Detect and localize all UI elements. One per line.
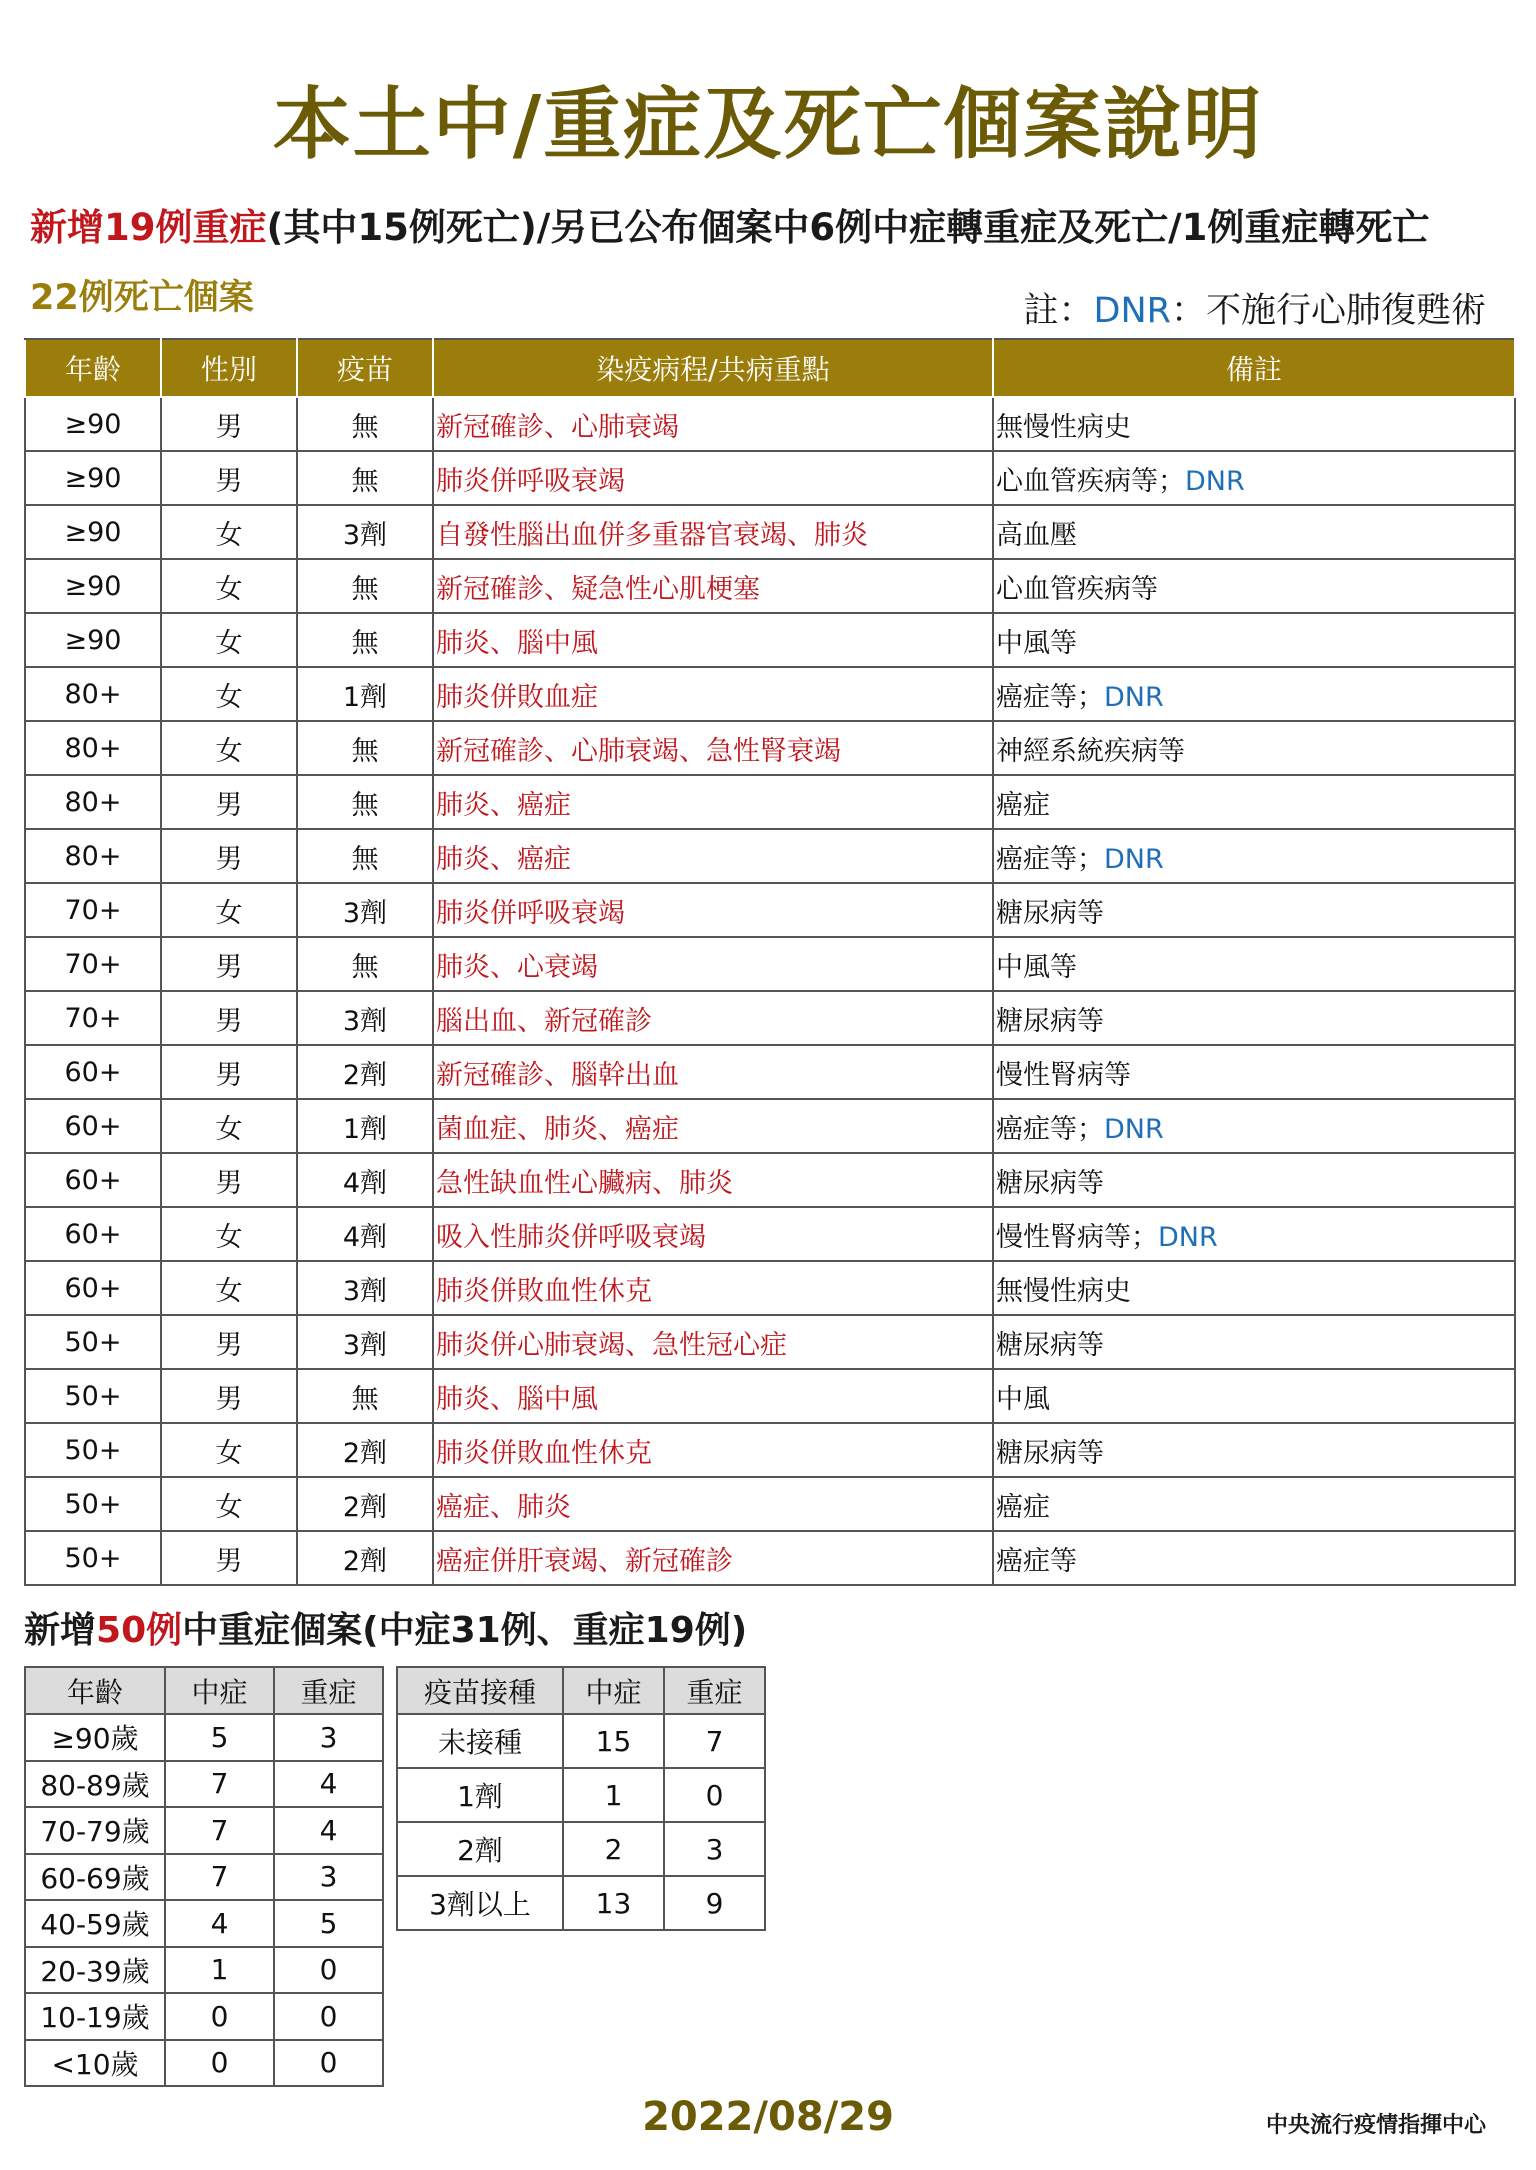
- cell-remark: [993, 1153, 1515, 1207]
- cell-vaccine: 無: [297, 1369, 433, 1423]
- cell-age: ≥90: [25, 451, 161, 505]
- table-row: [25, 883, 1515, 937]
- cell-remark: [993, 937, 1515, 991]
- table-row: [397, 1714, 765, 1768]
- table-row: [25, 1099, 1515, 1153]
- remark-text: 糖尿病等: [996, 1167, 1104, 1199]
- subtitle-detail: (其中15例死亡)/另已公布個案中6例中症轉重症及死亡/1例重症轉死亡: [266, 206, 1430, 249]
- header-sex: 性別: [161, 339, 297, 397]
- cell-vaccine: 無: [297, 775, 433, 829]
- header-course: 染疫病程/共病重點: [433, 339, 993, 397]
- header-remark: 備註: [993, 339, 1515, 397]
- cell-age-group: 40-59歲: [25, 1900, 165, 1947]
- cell-vaccine: 3劑: [297, 883, 433, 937]
- cell-age: ≥90: [25, 505, 161, 559]
- age-table-header: [25, 1667, 383, 1714]
- table-row: [25, 1261, 1515, 1315]
- cell-remark: [993, 1369, 1515, 1423]
- cell-severe: 9: [664, 1876, 765, 1930]
- new-cases-count: 50例: [96, 1610, 183, 1651]
- cell-vaccine: 無: [297, 451, 433, 505]
- cell-moderate: 1: [563, 1768, 664, 1822]
- table-row: [397, 1822, 765, 1876]
- vaccine-table-header: [397, 1667, 765, 1714]
- cell-sex: 男: [161, 397, 297, 451]
- cell-severe: 0: [274, 1993, 383, 2040]
- remark-text: 中風等: [996, 627, 1077, 659]
- remark-text: 癌症等；: [996, 681, 1104, 713]
- cell-age: 70+: [25, 883, 161, 937]
- cell-moderate: 13: [563, 1876, 664, 1930]
- age-header-moderate: 中症: [165, 1667, 274, 1714]
- cell-age-group: 60-69歲: [25, 1854, 165, 1901]
- cell-vaccine: 4劑: [297, 1207, 433, 1261]
- cell-course: 肺炎、心衰竭: [433, 937, 993, 991]
- cell-moderate: 0: [165, 1993, 274, 2040]
- remark-text: 高血壓: [996, 519, 1077, 551]
- table-row: [25, 1761, 383, 1808]
- cell-age: 50+: [25, 1369, 161, 1423]
- cell-course: 新冠確診、心肺衰竭: [433, 397, 993, 451]
- table-row: [25, 613, 1515, 667]
- remark-text: 糖尿病等: [996, 1437, 1104, 1469]
- cell-remark: [993, 883, 1515, 937]
- table-row: [25, 559, 1515, 613]
- remark-text: 無慢性病史: [996, 411, 1131, 443]
- cell-moderate: 7: [165, 1854, 274, 1901]
- cell-vaccine-status: 3劑以上: [397, 1876, 563, 1930]
- deaths-section-label: 22例死亡個案: [30, 278, 254, 318]
- cell-age: 80+: [25, 829, 161, 883]
- cell-sex: 男: [161, 1315, 297, 1369]
- table-row: [25, 1477, 1515, 1531]
- cell-course: 肺炎併敗血性休克: [433, 1261, 993, 1315]
- cell-age: 80+: [25, 721, 161, 775]
- cell-age-group: 20-39歲: [25, 1947, 165, 1994]
- cell-age: 70+: [25, 991, 161, 1045]
- table-row: [25, 1900, 383, 1947]
- cell-course: 菌血症、肺炎、癌症: [433, 1099, 993, 1153]
- cell-age: 60+: [25, 1045, 161, 1099]
- table-row: [25, 991, 1515, 1045]
- cell-course: 新冠確診、心肺衰竭、急性腎衰竭: [433, 721, 993, 775]
- table-row: [25, 667, 1515, 721]
- cell-remark: [993, 451, 1515, 505]
- cell-course: 癌症、肺炎: [433, 1477, 993, 1531]
- remark-dnr: DNR: [1104, 843, 1164, 875]
- cell-remark: [993, 721, 1515, 775]
- table-row: [25, 1423, 1515, 1477]
- cell-age: 70+: [25, 937, 161, 991]
- subtitle-severe-count: 19例重症: [104, 206, 267, 249]
- cell-age: 60+: [25, 1261, 161, 1315]
- cell-remark: [993, 1261, 1515, 1315]
- remark-text: 心血管疾病等；: [996, 465, 1185, 497]
- cell-severe: 3: [274, 1854, 383, 1901]
- cell-sex: 男: [161, 451, 297, 505]
- note-suffix: ：不施行心肺復甦術: [1170, 291, 1486, 331]
- cell-vaccine: 2劑: [297, 1423, 433, 1477]
- cell-severe: 3: [664, 1822, 765, 1876]
- new-cases-label: [24, 1602, 747, 1653]
- cell-age: 50+: [25, 1315, 161, 1369]
- remark-text: 癌症: [996, 1491, 1050, 1523]
- cell-vaccine: 無: [297, 721, 433, 775]
- cell-remark: [993, 775, 1515, 829]
- cell-severe: 0: [274, 2040, 383, 2087]
- cell-age: 80+: [25, 775, 161, 829]
- cell-remark: [993, 1531, 1515, 1585]
- cell-moderate: 7: [165, 1807, 274, 1854]
- table-row: [25, 1947, 383, 1994]
- cell-remark: [993, 1315, 1515, 1369]
- cell-course: 肺炎、腦中風: [433, 1369, 993, 1423]
- dnr-note: [1024, 283, 1486, 333]
- cell-sex: 男: [161, 775, 297, 829]
- cell-moderate: 0: [165, 2040, 274, 2087]
- note-prefix: 註：: [1023, 291, 1094, 331]
- cell-age-group: 80-89歲: [25, 1761, 165, 1808]
- cell-remark: [993, 397, 1515, 451]
- cell-severe: 7: [664, 1714, 765, 1768]
- cell-course: 癌症併肝衰竭、新冠確診: [433, 1531, 993, 1585]
- remark-text: 糖尿病等: [996, 897, 1104, 929]
- remark-dnr: DNR: [1104, 1113, 1164, 1145]
- cell-remark: [993, 1099, 1515, 1153]
- cell-sex: 男: [161, 1531, 297, 1585]
- cell-moderate: 1: [165, 1947, 274, 1994]
- cell-sex: 女: [161, 721, 297, 775]
- cell-severe: 0: [664, 1768, 765, 1822]
- cell-vaccine-status: 1劑: [397, 1768, 563, 1822]
- cell-course: 肺炎併呼吸衰竭: [433, 883, 993, 937]
- cell-remark: [993, 991, 1515, 1045]
- cell-sex: 女: [161, 1261, 297, 1315]
- table-row: [25, 2040, 383, 2087]
- table-row: [25, 1854, 383, 1901]
- cell-vaccine: 3劑: [297, 1315, 433, 1369]
- cell-severe: 4: [274, 1807, 383, 1854]
- cell-age-group: <10歲: [25, 2040, 165, 2087]
- cell-sex: 女: [161, 1423, 297, 1477]
- cell-sex: 女: [161, 505, 297, 559]
- cell-vaccine: 無: [297, 829, 433, 883]
- cell-vaccine: 2劑: [297, 1045, 433, 1099]
- cell-vaccine-status: 2劑: [397, 1822, 563, 1876]
- cell-remark: [993, 1423, 1515, 1477]
- table-row: [25, 1807, 383, 1854]
- cell-sex: 男: [161, 1045, 297, 1099]
- deaths-table-header: [25, 339, 1515, 397]
- cell-course: 肺炎併呼吸衰竭: [433, 451, 993, 505]
- vaccine-table: [396, 1666, 766, 1931]
- cell-vaccine: 1劑: [297, 1099, 433, 1153]
- cell-sex: 女: [161, 883, 297, 937]
- cell-course: 吸入性肺炎併呼吸衰竭: [433, 1207, 993, 1261]
- cell-severe: 5: [274, 1900, 383, 1947]
- remark-text: 神經系統疾病等: [996, 735, 1185, 767]
- cell-sex: 男: [161, 829, 297, 883]
- table-row: [25, 1993, 383, 2040]
- table-row: [25, 775, 1515, 829]
- remark-text: 中風: [996, 1383, 1050, 1415]
- cell-course: 自發性腦出血併多重器官衰竭、肺炎: [433, 505, 993, 559]
- table-row: [25, 505, 1515, 559]
- remark-text: 癌症等: [996, 1545, 1077, 1577]
- table-row: [25, 1531, 1515, 1585]
- cell-course: 肺炎併敗血症: [433, 667, 993, 721]
- remark-text: 糖尿病等: [996, 1329, 1104, 1361]
- cell-sex: 男: [161, 991, 297, 1045]
- subtitle-new: 新增: [30, 206, 104, 249]
- cell-remark: [993, 613, 1515, 667]
- vax-header-status: 疫苗接種: [397, 1667, 563, 1714]
- cell-severe: 4: [274, 1761, 383, 1808]
- cell-age-group: 70-79歲: [25, 1807, 165, 1854]
- cell-remark: [993, 1477, 1515, 1531]
- cell-vaccine-status: 未接種: [397, 1714, 563, 1768]
- header-vaccine: 疫苗: [297, 339, 433, 397]
- agency-name: 中央流行疫情指揮中心: [1265, 2113, 1486, 2138]
- cell-age: 60+: [25, 1207, 161, 1261]
- cell-age: 50+: [25, 1477, 161, 1531]
- cell-age: 50+: [25, 1423, 161, 1477]
- cell-moderate: 4: [165, 1900, 274, 1947]
- remark-dnr: DNR: [1104, 681, 1164, 713]
- remark-text: 中風等: [996, 951, 1077, 983]
- cell-remark: [993, 829, 1515, 883]
- cell-course: 腦出血、新冠確診: [433, 991, 993, 1045]
- table-row: [25, 1153, 1515, 1207]
- cell-remark: [993, 505, 1515, 559]
- cell-vaccine: 3劑: [297, 1261, 433, 1315]
- cell-course: 肺炎併心肺衰竭、急性冠心症: [433, 1315, 993, 1369]
- cell-vaccine: 1劑: [297, 667, 433, 721]
- cell-severe: 0: [274, 1947, 383, 1994]
- cell-vaccine: 2劑: [297, 1477, 433, 1531]
- remark-text: 糖尿病等: [996, 1005, 1104, 1037]
- cell-moderate: 15: [563, 1714, 664, 1768]
- cell-remark: [993, 1045, 1515, 1099]
- cell-age: ≥90: [25, 613, 161, 667]
- cell-course: 急性缺血性心臟病、肺炎: [433, 1153, 993, 1207]
- table-row: [25, 937, 1515, 991]
- table-row: [25, 1369, 1515, 1423]
- cell-vaccine: 2劑: [297, 1531, 433, 1585]
- table-row: [397, 1876, 765, 1930]
- cell-sex: 男: [161, 1369, 297, 1423]
- cell-remark: [993, 1207, 1515, 1261]
- table-row: [25, 397, 1515, 451]
- remark-text: 無慢性病史: [996, 1275, 1131, 1307]
- cell-age-group: 10-19歲: [25, 1993, 165, 2040]
- cell-age: 80+: [25, 667, 161, 721]
- cell-vaccine: 無: [297, 613, 433, 667]
- cell-sex: 女: [161, 1207, 297, 1261]
- remark-dnr: DNR: [1158, 1221, 1218, 1253]
- cell-sex: 男: [161, 937, 297, 991]
- cell-course: 新冠確診、腦幹出血: [433, 1045, 993, 1099]
- table-row: [25, 1207, 1515, 1261]
- cell-sex: 女: [161, 613, 297, 667]
- cell-sex: 女: [161, 667, 297, 721]
- table-row: [25, 1714, 383, 1761]
- remark-text: 癌症等；: [996, 1113, 1104, 1145]
- table-row: [25, 1045, 1515, 1099]
- subtitle: [30, 197, 1520, 251]
- remark-text: 癌症等；: [996, 843, 1104, 875]
- cell-vaccine: 無: [297, 397, 433, 451]
- remark-text: 癌症: [996, 789, 1050, 821]
- cell-course: 肺炎、腦中風: [433, 613, 993, 667]
- cell-course: 肺炎、癌症: [433, 829, 993, 883]
- report-date: 2022/08/29: [642, 2094, 894, 2140]
- cell-vaccine: 3劑: [297, 505, 433, 559]
- table-row: [25, 1315, 1515, 1369]
- age-table: [24, 1666, 384, 2087]
- cell-vaccine: 無: [297, 559, 433, 613]
- cell-course: 肺炎併敗血性休克: [433, 1423, 993, 1477]
- cell-severe: 3: [274, 1714, 383, 1761]
- table-row: [25, 721, 1515, 775]
- cell-sex: 男: [161, 1153, 297, 1207]
- cell-moderate: 5: [165, 1714, 274, 1761]
- deaths-table: [24, 338, 1516, 1586]
- cell-vaccine: 3劑: [297, 991, 433, 1045]
- cell-sex: 女: [161, 559, 297, 613]
- page-title: 本土中/重症及死亡個案說明: [272, 80, 1264, 170]
- remark-text: 慢性腎病等: [996, 1059, 1131, 1091]
- cell-vaccine: 無: [297, 937, 433, 991]
- table-row: [25, 451, 1515, 505]
- cell-moderate: 2: [563, 1822, 664, 1876]
- cell-age: 50+: [25, 1531, 161, 1585]
- new-cases-detail: 中重症個案(中症31例、重症19例): [182, 1610, 748, 1651]
- cell-age: ≥90: [25, 397, 161, 451]
- cell-course: 新冠確診、疑急性心肌梗塞: [433, 559, 993, 613]
- note-dnr: DNR: [1093, 291, 1171, 331]
- vax-header-severe: 重症: [664, 1667, 765, 1714]
- cell-age: 60+: [25, 1153, 161, 1207]
- cell-age: ≥90: [25, 559, 161, 613]
- remark-text: 心血管疾病等: [996, 573, 1158, 605]
- cell-course: 肺炎、癌症: [433, 775, 993, 829]
- cell-remark: [993, 667, 1515, 721]
- cell-moderate: 7: [165, 1761, 274, 1808]
- cell-age: 60+: [25, 1099, 161, 1153]
- age-header-severe: 重症: [274, 1667, 383, 1714]
- cell-sex: 女: [161, 1477, 297, 1531]
- cell-sex: 女: [161, 1099, 297, 1153]
- cell-vaccine: 4劑: [297, 1153, 433, 1207]
- age-header-age: 年齡: [25, 1667, 165, 1714]
- remark-text: 慢性腎病等；: [996, 1221, 1158, 1253]
- cell-remark: [993, 559, 1515, 613]
- vax-header-moderate: 中症: [563, 1667, 664, 1714]
- cell-age-group: ≥90歲: [25, 1714, 165, 1761]
- remark-dnr: DNR: [1185, 465, 1245, 497]
- header-age: 年齡: [25, 339, 161, 397]
- table-row: [25, 829, 1515, 883]
- new-cases-prefix: 新增: [24, 1610, 97, 1651]
- table-row: [397, 1768, 765, 1822]
